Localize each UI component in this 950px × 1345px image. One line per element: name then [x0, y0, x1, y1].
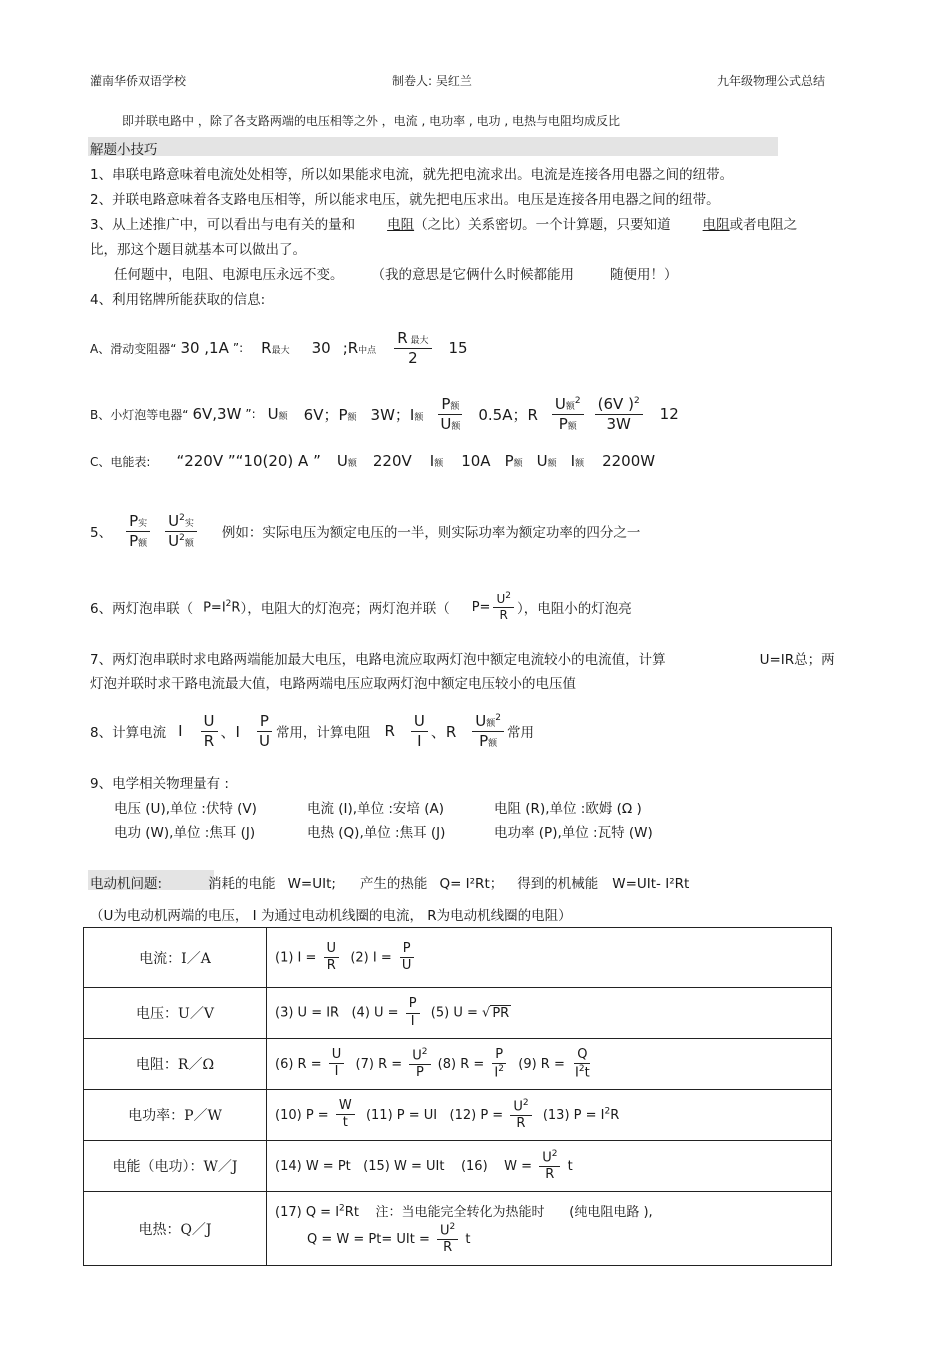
quantity-cell: 电功率：P／W — [84, 1090, 267, 1141]
tip-1: 1、串联电路意味着电流处处相等，所以如果能求电流，就先把电流求出。电流是连接各用电器之间的纽带。 — [90, 167, 734, 183]
tips-heading-bar — [88, 137, 778, 156]
quantity-cell: 电热：Q／J — [84, 1192, 267, 1266]
table-row — [84, 1141, 832, 1192]
school-name: 灌南华侨双语学校 — [90, 74, 187, 88]
quantity-cell: 电阻：R／Ω — [84, 1039, 267, 1090]
formula-cell: (17) $Q = I^2Rt$ 注：当电能完全转化为热能时 (纯电阻电路 ), Q = W = Pt= UIt = $\frac{U^2}{R}$ t — [267, 1192, 832, 1266]
author: 制卷人: 吴红兰 — [392, 74, 472, 88]
doc-title: 九年级物理公式总结 — [717, 74, 826, 88]
tip-6: 6、两灯泡串联（ $P=I^2R$ ），电阻大的灯泡亮；两灯泡并联（ P= $\frac{U^2}{R}$ ），电阻小的灯泡亮 — [90, 591, 632, 622]
tip-7-line1: 7、两灯泡串联时求电路两端能加最大电压，电路电流应取两灯泡中额定电流较小的电流值，计算 U=IR总；两 — [90, 652, 835, 668]
quantity-heat: 电热 (Q),单位 :焦耳 (J) — [307, 825, 446, 841]
tip-3-line3: 任何题中，电阻、电源电压永远不变。 （我的意思是它俩什么时候都能用 随便用！） — [114, 267, 678, 283]
quantity-voltage: 电压 (U),单位 :伏特 (V) — [114, 801, 257, 817]
table-row — [84, 1192, 832, 1266]
quantity-power: 电功率 (P),单位 :瓦特 (W) — [494, 825, 653, 841]
formula-cell: (14) W = Pt (15) W = UIt (16) W = $\frac{U^2}{R}$ t — [267, 1141, 832, 1192]
tip-8: 8、计算电流 I $\frac{U}{R}$ 、I $\frac{P}{U}$ 常用，计算电阻 R $\frac{U}{I}$ 、R $\frac{U额^2}{\text{P额}}$ 常用 — [90, 711, 535, 750]
quantity-cell: 电压：U／V — [84, 988, 267, 1039]
formula-cell: (10) P = $\frac{W}{t}$ (11) P = UI (12) P = $\frac{U^2}{R}$ (13) $P = I^2R$ — [267, 1090, 832, 1141]
formula-cell: (3) U = IR (4) U = $\frac{P}{I}$ (5) U = √ PR — [267, 988, 832, 1039]
quantity-resistance: 电阻 (R),单位 :欧姆 (Ω ) — [494, 801, 642, 817]
formula-table — [83, 927, 832, 1266]
table-row — [84, 1039, 832, 1090]
table-row — [84, 988, 832, 1039]
intro-line: 即并联电路中 ，除了各支路两端的电压相等之外 ，电流 , 电功率 , 电功 , 电热与电阻均成反比 — [122, 114, 620, 128]
nameplate-c: C、电能表: “220V ”“10(20) A ” U额 220V I额 10A P额 U额 I额 2200W — [90, 452, 656, 470]
formula-cell: (6) R = $\frac{U}{I}$ (7) R = $\frac{U^2}{P}$ (8) R = $\frac{P}{I^2}$ (9) R = $\frac{Q}{I^2t}$ — [267, 1039, 832, 1090]
quantity-cell: 电能（电功）：W／J — [84, 1141, 267, 1192]
table-row — [84, 928, 832, 988]
motor-note: （U为电动机两端的电压， I 为通过电动机线圈的电流， R为电动机线圈的电阻） — [90, 908, 572, 924]
tips-heading: 解题小技巧 — [90, 142, 158, 158]
tip-4: 4、利用铭牌所能获取的信息: — [90, 292, 266, 308]
tip-5: 5、 $\frac{\text{P实}}{\text{P额}}$ $\frac{U^2实}{U^2额}$ 例如：实际电压为额定电压的一半，则实际功率为额定功率的四分之一 — [90, 511, 641, 550]
nameplate-b: B、小灯泡等电器“ 6V,3W ”: U额 6V；P额 3W；I额 $\frac{\text{P额}}{\text{U额}}$ 0.5A；R $\frac{U额^2}{\text{P额}}$ $\frac{(6V )^2}{3W}$ 12 — [90, 394, 679, 433]
nameplate-a: A、滑动变阻器“ 30 ,1A ”: R最大 30 ;R中点 $\frac{\text{R 最大}}{2}$ 15 — [90, 328, 468, 367]
tip-9: 9、电学相关物理量有 : — [90, 776, 229, 792]
tip-3-line1: 3、从上述推广中，可以看出与电有关的量和 电阻（之比）关系密切。一个计算题，只要知道 电阻或者电阻之 — [90, 217, 798, 233]
quantity-work: 电功 (W),单位 :焦耳 (J) — [114, 825, 256, 841]
heat-note-2: (纯电阻电路 ), — [569, 1204, 653, 1220]
motor-line: 电动机问题: 消耗的电能 W=UIt; 产生的热能 Q= I²Rt； 得到的机械能 W=UIt- I²Rt — [90, 876, 690, 892]
quantity-cell: 电流：I／A — [84, 928, 267, 988]
heat-note: 注：当电能完全转化为热能时 — [375, 1204, 545, 1220]
tip-7-line2: 灯泡并联时求干路电流最大值，电路两端电压应取两灯泡中额定电压较小的电压值 — [90, 676, 576, 692]
tip-3-line2: 比，那这个题目就基本可以做出了。 — [90, 242, 306, 258]
formula-cell: (1) I = $\frac{U}{R}$ (2) I = $\frac{P}{U}$ — [267, 928, 832, 988]
quantity-current: 电流 (I),单位 :安培 (A) — [307, 801, 444, 817]
tip-2: 2、并联电路意味着各支路电压相等，所以能求电压，就先把电压求出。电压是连接各用电器之间的纽带。 — [90, 192, 720, 208]
table-row — [84, 1090, 832, 1141]
